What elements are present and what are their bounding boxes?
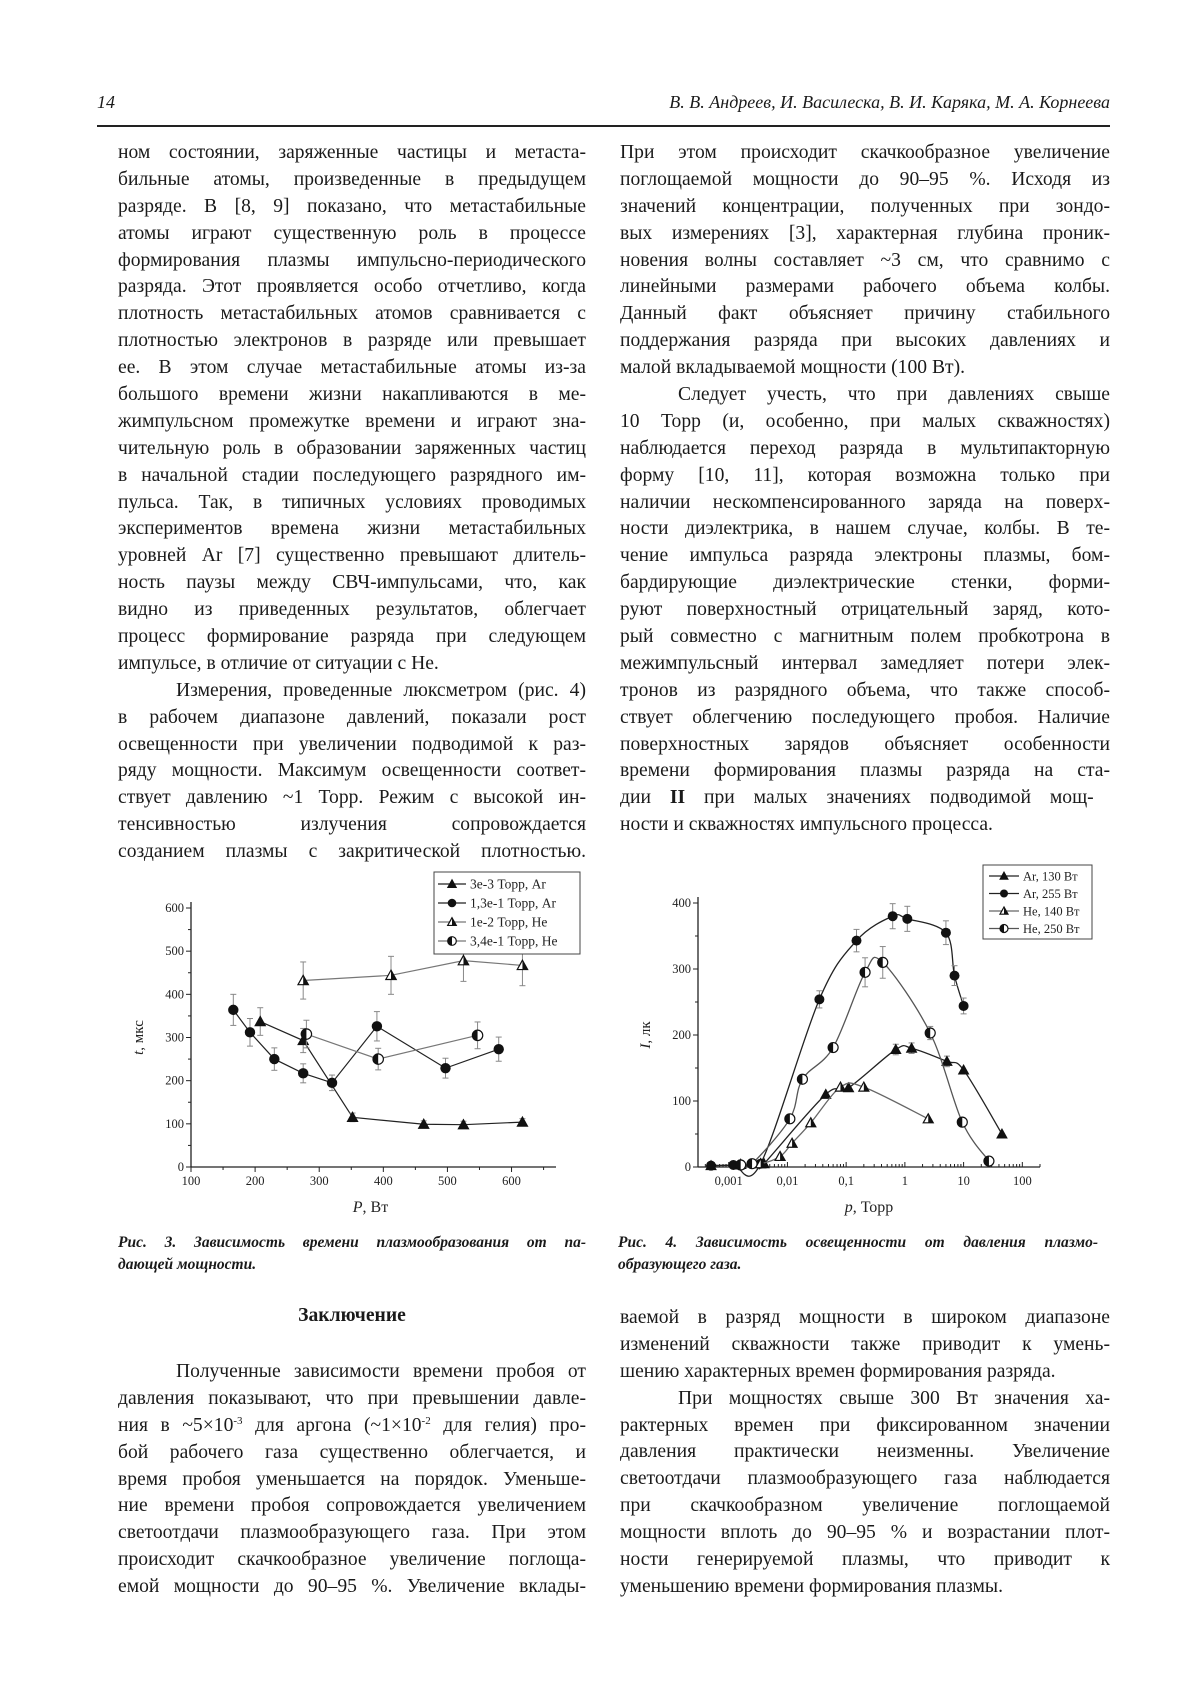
axis-var: p: [844, 1199, 853, 1216]
page-number: 14: [97, 92, 115, 112]
figure-3-chart: [110, 860, 590, 1220]
text-line: чение импульса разряда электроны плазмы, бом-: [620, 545, 1110, 567]
marker-shape: [440, 1063, 450, 1073]
text-line: ваемой в разряд мощности в широком диапазоне: [620, 1307, 1110, 1328]
legend-label: Ar, 255 Вт: [1023, 887, 1078, 901]
text-line: видно из приведенных результатов, облегчает: [118, 599, 586, 621]
text-line: давления практически неизменны. Увеличение: [620, 1441, 1110, 1463]
data-point: [245, 1027, 255, 1037]
marker-shape: [891, 1045, 901, 1054]
axis-var: P: [352, 1199, 363, 1216]
marker-shape: [1000, 890, 1008, 898]
marker-shape: [851, 936, 861, 946]
text-line: [118, 1413, 586, 1440]
data-point: [828, 1043, 838, 1053]
section-heading-conclusion: Заключение: [298, 1305, 406, 1326]
marker-shape: [327, 1078, 337, 1088]
marker-shape: [959, 1001, 969, 1011]
text-line: ствует облегчению последующего пробоя. Наличие: [620, 706, 1110, 728]
text-line: ность паузы между СВЧ-импульсами, что, как: [118, 572, 586, 594]
text-line: Полученные зависимости времени пробоя от: [176, 1361, 586, 1382]
text-line: поддержания разряда при высоких давлениях и: [620, 330, 1110, 352]
text-line: [620, 785, 1110, 812]
body-column-right-bottom: [620, 1305, 1110, 1601]
y-axis-label: [638, 1021, 654, 1050]
text-line: форму [10, 11], которая возможна только при: [620, 464, 1110, 486]
text-line: ности генерируемой плазмы, что приводит к: [620, 1549, 1110, 1571]
legend-label: 3e-3 Торр, Ar: [470, 876, 546, 892]
superscript: -2: [421, 1414, 431, 1427]
text-line: жимпульсном промежутке времени и играют зна-: [118, 410, 586, 432]
text-line: ности и скважностях импульсного процесса.: [620, 814, 993, 836]
text-line: бой рабочего газа существенно облегчается, и: [118, 1441, 586, 1463]
text-line: ние времени пробоя сопровождается увеличением: [118, 1495, 586, 1517]
x-tick-label: 300: [309, 1174, 329, 1188]
x-axis-label: [844, 1199, 894, 1216]
marker-shape: [902, 914, 912, 924]
marker-shape: [228, 1005, 238, 1015]
data-point: [494, 1044, 504, 1054]
text-line: поверхностных зарядов объясняет особенности: [620, 733, 1110, 755]
x-axis-label: [352, 1199, 388, 1216]
data-point: [950, 971, 960, 981]
text-line: при скачкообразном увеличение поглощаемой: [620, 1495, 1110, 1517]
legend-marker: [1000, 925, 1008, 933]
caption-line: Рис. 4. Зависимость освещенности от давления плазмо-: [618, 1234, 1098, 1251]
data-point: [902, 914, 912, 924]
text-line: значений концентрации, полученных при зондо-: [620, 195, 1110, 217]
marker-shape: [269, 1054, 279, 1064]
text-line: давления показывают, что при превышении давле-: [118, 1387, 586, 1409]
data-point: [472, 1030, 482, 1040]
legend-label: 1,3e-1 Торр, Ar: [470, 895, 556, 911]
data-point: [458, 955, 468, 964]
text-line: тронов из разрядного объема, что также способ-: [620, 679, 1110, 701]
text-line: межимпульсный интервал замедляет потери элек-: [620, 652, 1110, 674]
data-point: [851, 936, 861, 946]
text-line: 10 Торр (и, особенно, при малых скважностях): [620, 410, 1110, 432]
caption-line: дающей мощности.: [118, 1256, 257, 1273]
text-line: шению характерных времен формирования разряда.: [620, 1360, 1056, 1382]
text-line: уровней Ar [7] существенно превышают длитель-: [118, 545, 586, 567]
y-tick-label: 400: [672, 896, 691, 910]
text-line: происходит скачкообразное увеличение поглоща-: [118, 1549, 586, 1571]
marker-shape: [255, 1016, 265, 1025]
y-tick-label: 600: [165, 901, 184, 915]
axis-unit: , мкс: [131, 1020, 147, 1051]
text-line: руют поверхностный отрицательный заряд, кото-: [620, 599, 1110, 621]
text-line: разряда. Этот проявляется особо отчетливо, когда: [118, 276, 586, 298]
text-line: наличии нескомпенсированного заряда на поверх-: [620, 491, 1110, 513]
text-line: импульсе, в отличие от ситуации с He.: [118, 652, 439, 674]
text-line: время пробоя уменьшается на порядок. Уменьше-: [118, 1468, 586, 1490]
axis-unit: , Торр: [852, 1199, 894, 1216]
data-point: [706, 1161, 716, 1171]
text-fragment: при малых значениях подводимой мощ-: [685, 787, 1094, 809]
x-tick-label: 400: [373, 1174, 393, 1188]
data-point: [228, 1005, 238, 1015]
x-tick-label: 100: [181, 1174, 201, 1188]
marker-shape: [888, 911, 898, 921]
series-line: [306, 1034, 477, 1059]
data-point: [298, 1068, 308, 1078]
text-line: Измерения, проведенные люксметром (рис. 4): [176, 679, 586, 701]
legend-label: He, 250 Вт: [1023, 922, 1080, 936]
y-tick-label: 300: [165, 1030, 184, 1045]
data-point: [373, 1054, 383, 1064]
superscript: -3: [233, 1414, 243, 1427]
y-tick-label: 500: [165, 944, 184, 959]
text-line: разряде. В [8, 9] показано, что метастабильные: [118, 195, 586, 217]
text-line: Следует учесть, что при давлениях свыше: [678, 384, 1110, 406]
text-line: плотностью электронов в разряде или превышает: [118, 330, 586, 352]
legend-marker: [448, 899, 457, 908]
text-line: экспериментов времена жизни метастабильных: [118, 518, 586, 540]
data-point: [878, 957, 888, 967]
data-point: [747, 1159, 757, 1169]
text-line: большого времени жизни накапливаются в ме-: [118, 384, 586, 406]
series-line: [303, 961, 522, 981]
text-line: светоотдачи плазмообразующего газа наблюдается: [620, 1468, 1110, 1490]
data-point: [984, 1156, 994, 1166]
running-head-authors: В. В. Андреев, И. Василеска, В. И. Каряка, М. А. Корнеева: [669, 92, 1110, 112]
y-tick-label: 0: [177, 1160, 184, 1174]
text-line: мощности вплоть до 90–95 % и возрастании плот-: [620, 1522, 1110, 1544]
x-tick-label: 200: [245, 1174, 265, 1188]
data-point: [835, 1082, 845, 1091]
text-line: новения волны составляет ~3 см, что сравнимо с: [620, 249, 1110, 271]
series-line: [233, 1010, 498, 1083]
marker-shape: [941, 928, 951, 938]
axis-unit: , Вт: [362, 1199, 389, 1216]
caption-line: Рис. 3. Зависимость времени плазмообразования от па-: [118, 1234, 586, 1251]
marker-shape: [814, 994, 824, 1004]
marker-shape: [448, 899, 457, 908]
text-line: атомы играют существенную роль в процессе: [118, 222, 586, 244]
figure-4-chart: [610, 860, 1110, 1220]
x-tick-label: 10: [957, 1174, 970, 1188]
data-point: [372, 1021, 382, 1031]
text-line: тенсивностью излучения сопровождается: [118, 814, 586, 836]
text-line: освещенности при увеличении подводимой к раз-: [118, 733, 586, 755]
text-line: времени формирования плазмы разряда на ста-: [620, 760, 1110, 782]
marker-shape: [372, 1021, 382, 1031]
x-tick-label: 100: [1012, 1174, 1032, 1188]
text-line: ном состоянии, заряженные частицы и метаста-: [118, 142, 586, 163]
marker-shape: [494, 1044, 504, 1054]
text-line: ствует давлению ~1 Торр. Режим с высокой ин-: [118, 787, 586, 809]
data-point: [859, 1082, 869, 1091]
y-tick-label: 0: [684, 1160, 691, 1174]
marker-shape: [517, 1117, 527, 1126]
x-tick-label: 0,01: [776, 1174, 799, 1188]
series-curve: [741, 1083, 929, 1165]
text-line: пульса. Так, в типичных условиях проводимых: [118, 491, 586, 513]
text-line: изменений скважности также приводит к умень-: [620, 1333, 1110, 1355]
marker-shape: [706, 1161, 716, 1171]
text-line: Данный факт объясняет причину стабильного: [620, 303, 1110, 325]
text-line: наблюдается переход разряда в мультипакторную: [620, 437, 1110, 459]
text-fragment: дии: [620, 787, 670, 809]
text-line: емой мощности до 90–95 %. Увеличение вклады-: [118, 1576, 586, 1598]
data-point: [785, 1114, 795, 1124]
y-tick-label: 400: [165, 987, 184, 1002]
text-line: в рабочем диапазоне давлений, показали рост: [118, 706, 586, 728]
x-tick-label: 600: [502, 1174, 521, 1188]
y-tick-label: 100: [165, 1116, 184, 1131]
marker-shape: [347, 1112, 357, 1121]
axis-unit: , лк: [638, 1021, 654, 1044]
legend-label: Ar, 130 Вт: [1023, 869, 1078, 884]
data-point: [347, 1112, 357, 1121]
body-column-left-bottom: [118, 1359, 586, 1601]
data-point: [797, 1074, 807, 1084]
text-line: в начальной стадии последующего разрядного им-: [118, 464, 586, 486]
data-point: [957, 1117, 967, 1127]
text-line: рый совместно с магнитным полем пробкотрона в: [620, 626, 1110, 648]
legend-label: He, 140 Вт: [1023, 904, 1080, 919]
data-point: [942, 1056, 952, 1065]
data-point: [440, 1063, 450, 1073]
legend-marker: [1000, 890, 1008, 898]
x-tick-label: 1: [901, 1174, 909, 1188]
data-point: [891, 1045, 901, 1054]
data-point: [327, 1078, 337, 1088]
text-line: уменьшению времени формирования плазмы.: [620, 1575, 1003, 1597]
y-tick-label: 300: [672, 962, 691, 976]
text-line: бильные атомы, произведенные в предыдущем: [118, 168, 586, 190]
text-line: малой вкладываемой мощности (100 Вт).: [620, 357, 966, 379]
data-point: [923, 1114, 933, 1123]
x-tick-label: 0,001: [714, 1174, 743, 1188]
legend-label: 1e-2 Торр, He: [470, 914, 548, 930]
x-tick-label: 500: [438, 1174, 457, 1188]
marker-shape: [997, 1129, 1007, 1138]
data-point: [814, 994, 824, 1004]
text-line: ее. В этом случае метастабильные атомы из-за: [118, 357, 586, 379]
text-line: ности диэлектрика, в нашем случае, колбы. В те-: [620, 518, 1110, 540]
text-line: рактерных времен при фиксированном значении: [620, 1414, 1110, 1436]
body-column-left-top: [118, 140, 586, 866]
data-point: [860, 967, 870, 977]
y-tick-label: 200: [165, 1073, 184, 1088]
data-point: [255, 1016, 265, 1025]
text-fragment: ния в ~5×10: [118, 1414, 234, 1436]
bold-fragment: II: [669, 787, 686, 809]
figure-3-caption: [118, 1232, 586, 1276]
header-rule: [97, 125, 1110, 127]
marker-shape: [245, 1027, 255, 1037]
text-line: линейными размерами рабочего объема колбы.: [620, 276, 1110, 298]
text-line: бардирующие диэлектрические стенки, форми-: [620, 572, 1110, 594]
text-line: плотность метастабильных атомов сравнивается с: [118, 303, 586, 325]
data-point: [301, 1029, 311, 1039]
text-line: светоотдачи плазмообразующего газа. При этом: [118, 1522, 586, 1544]
data-point: [925, 1028, 935, 1038]
data-point: [736, 1160, 746, 1170]
text-fragment: для аргона (~1×10: [242, 1414, 422, 1436]
axis-var: t: [131, 1050, 147, 1055]
marker-shape: [298, 1068, 308, 1078]
text-line: созданием плазмы с закритической плотностью.: [118, 841, 586, 863]
series-curve: [711, 1046, 1002, 1169]
marker-shape: [950, 971, 960, 981]
text-line: При этом происходит скачкообразное увеличение: [620, 142, 1110, 163]
text-line: При мощностях свыше 300 Вт значения ха-: [678, 1387, 1110, 1409]
axis-var: I: [638, 1043, 654, 1049]
text-line: процесс формирование разряда при следующем: [118, 626, 586, 648]
data-point: [959, 1001, 969, 1011]
x-tick-label: 0,1: [838, 1174, 854, 1188]
body-column-right-top: [620, 140, 1110, 839]
data-point: [997, 1129, 1007, 1138]
text-line: поглощаемой мощности до 90–95 %. Исходя из: [620, 168, 1110, 190]
text-line: формирования плазмы импульсно-периодического: [118, 249, 586, 271]
data-point: [941, 928, 951, 938]
y-tick-label: 100: [672, 1094, 691, 1108]
data-point: [517, 1117, 527, 1126]
data-point: [269, 1054, 279, 1064]
y-axis-label: [131, 1020, 147, 1055]
text-fragment: для гелия) про-: [430, 1414, 586, 1436]
y-tick-label: 200: [672, 1028, 691, 1042]
marker-shape: [942, 1056, 952, 1065]
text-line: вых измерениях [3], характерная глубина проник-: [620, 222, 1110, 244]
figure-4-caption: [618, 1232, 1098, 1276]
legend-label: 3,4e-1 Торр, He: [470, 933, 558, 949]
caption-line: образующего газа.: [618, 1256, 742, 1273]
data-point: [888, 911, 898, 921]
text-line: ряду мощности. Максимум освещенности соответ-: [118, 760, 586, 782]
text-line: чительную роль в образовании заряженных частиц: [118, 437, 586, 459]
legend-marker: [448, 937, 457, 946]
